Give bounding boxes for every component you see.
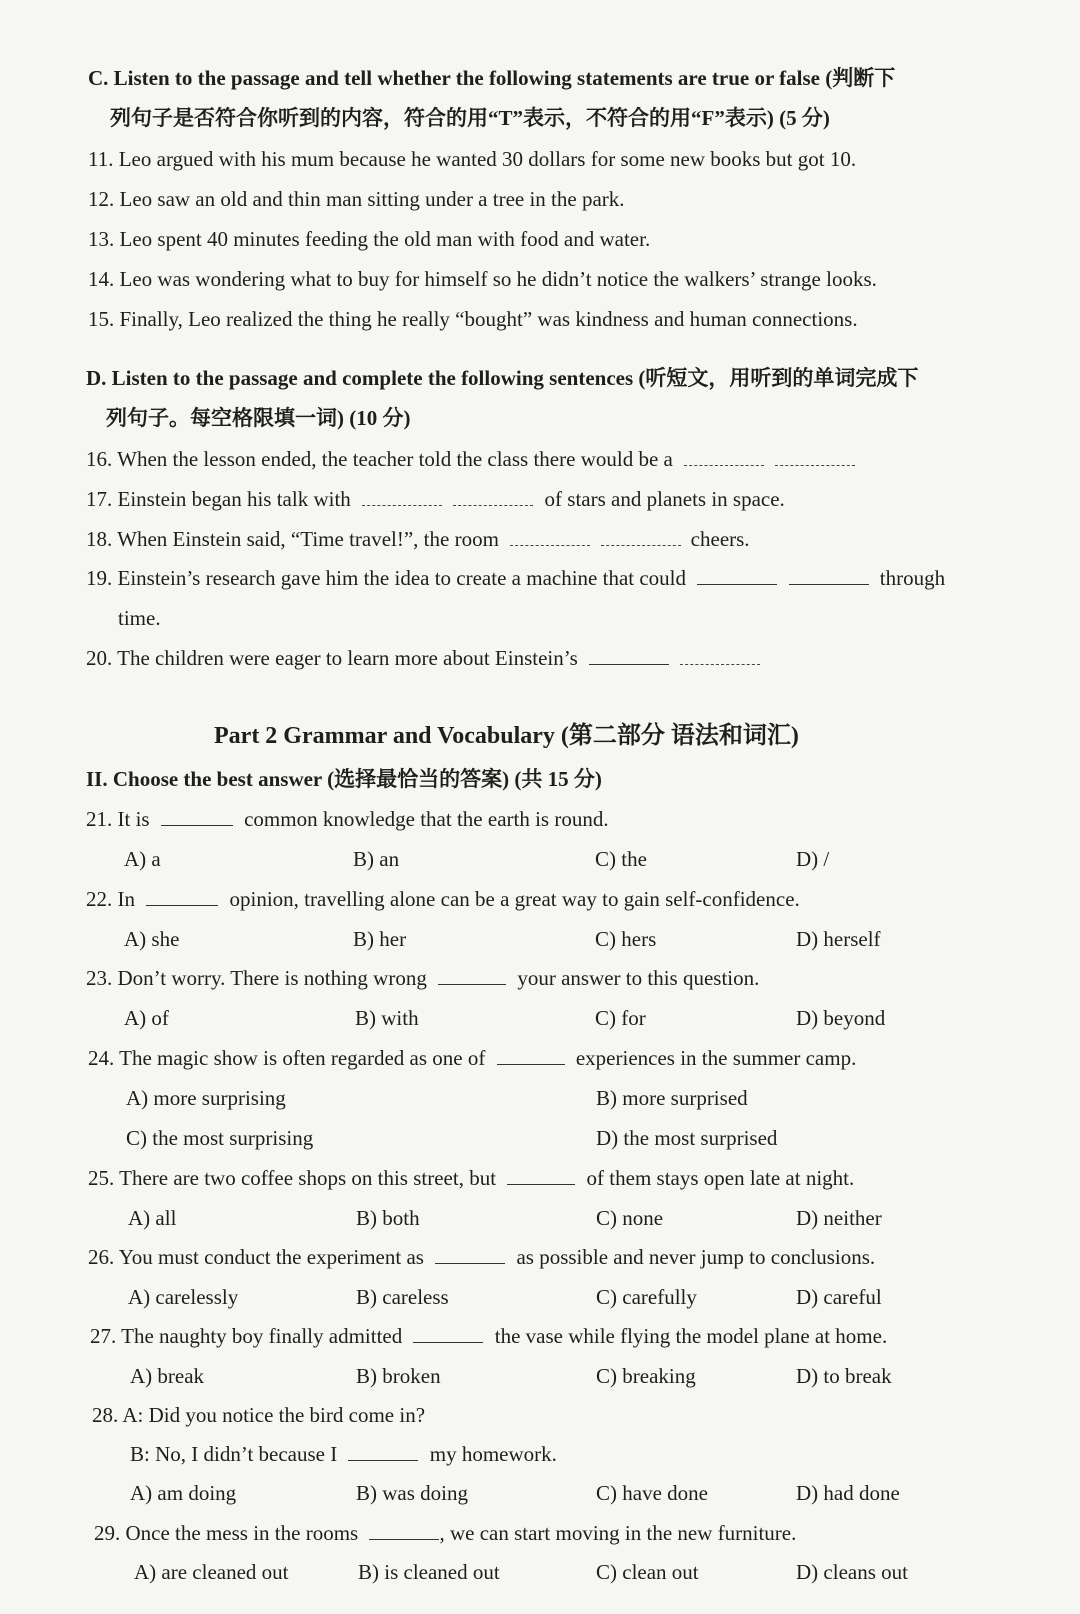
question-24 (88, 1044, 856, 1072)
option-a[interactable]: A) break (130, 1364, 205, 1388)
question-stem: 22. In (86, 887, 135, 911)
answer-blank[interactable] (507, 1166, 575, 1185)
option-c[interactable]: C) breaking (596, 1364, 696, 1388)
answer-blank[interactable] (435, 1245, 505, 1264)
option-b[interactable]: B) is cleaned out (358, 1560, 500, 1584)
question-stem: my homework. (429, 1442, 557, 1466)
question-17-text-b: of stars and planets in space. (544, 487, 785, 511)
answer-blank[interactable] (362, 487, 442, 506)
option-d[interactable]: D) neither (796, 1206, 882, 1230)
question-17 (86, 485, 785, 513)
question-23 (86, 964, 759, 992)
question-stem: common knowledge that the earth is round. (244, 807, 609, 831)
question-stem: 23. Don’t worry. There is nothing wrong (86, 966, 427, 990)
question-17-text-a: 17. Einstein began his talk with (86, 487, 351, 511)
option-d[interactable]: D) cleans out (796, 1560, 908, 1584)
option-c[interactable]: C) for (595, 1006, 646, 1030)
question-18 (86, 525, 750, 553)
option-a[interactable]: A) am doing (130, 1481, 237, 1505)
option-c[interactable]: C) hers (595, 927, 657, 951)
question-13: 13. Leo spent 40 minutes feeding the old man with food and water. (88, 227, 651, 251)
option-d[interactable]: D) / (796, 847, 830, 871)
question-20 (86, 644, 760, 672)
option-c[interactable]: C) the (595, 847, 647, 871)
question-22 (86, 885, 800, 913)
question-28: 28. A: Did you notice the bird come in? (92, 1403, 426, 1427)
option-d[interactable]: D) careful (796, 1285, 882, 1309)
question-stem: experiences in the summer camp. (575, 1046, 857, 1070)
question-stem: 27. The naughty boy finally admitted (90, 1324, 403, 1348)
question-18-text-b: cheers. (690, 527, 750, 551)
question-14: 14. Leo was wondering what to buy for himself so he didn’t notice the walkers’ strange looks. (88, 267, 877, 291)
question-stem: B: No, I didn’t because I (130, 1442, 338, 1466)
answer-blank[interactable] (438, 966, 506, 985)
answer-blank[interactable] (146, 887, 218, 906)
question-16 (86, 445, 855, 473)
question-25 (88, 1164, 854, 1192)
option-b[interactable]: B) her (353, 927, 407, 951)
question-27 (90, 1322, 887, 1350)
question-stem: 26. You must conduct the experiment as (88, 1245, 424, 1269)
part-2-heading: II. Choose the best answer (选择最恰当的答案) (共 15 分) (86, 767, 602, 791)
section-d-heading-line2: 列句子。每空格限填一词) (10 分) (106, 406, 411, 430)
answer-blank[interactable] (789, 566, 869, 585)
answer-blank[interactable] (589, 646, 669, 665)
answer-blank[interactable] (510, 527, 590, 546)
option-b[interactable]: B) was doing (356, 1481, 468, 1505)
option-b[interactable]: B) an (353, 847, 400, 871)
option-d[interactable]: D) herself (796, 927, 881, 951)
question-stem: of them stays open late at night. (586, 1166, 855, 1190)
option-c[interactable]: C) the most surprising (126, 1126, 314, 1150)
answer-blank[interactable] (680, 646, 760, 665)
question-stem: opinion, travelling alone can be a great way to gain self-confidence. (229, 887, 800, 911)
question-11: 11. Leo argued with his mum because he wanted 30 dollars for some new books but got 10. (88, 147, 857, 171)
option-d[interactable]: D) the most surprised (596, 1126, 778, 1150)
option-a[interactable]: A) of (124, 1006, 169, 1030)
question-stem: your answer to this question. (517, 966, 760, 990)
option-a[interactable]: A) a (124, 847, 161, 871)
option-b[interactable]: B) broken (356, 1364, 441, 1388)
answer-blank[interactable] (369, 1521, 439, 1540)
question-stem: 24. The magic show is often regarded as one of (88, 1046, 486, 1070)
question-12: 12. Leo saw an old and thin man sitting under a tree in the park. (88, 187, 625, 211)
option-c[interactable]: C) carefully (596, 1285, 697, 1309)
answer-blank[interactable] (684, 447, 764, 466)
question-stem: the vase while flying the model plane at home. (494, 1324, 888, 1348)
option-c[interactable]: C) clean out (596, 1560, 699, 1584)
option-b[interactable]: B) careless (356, 1285, 449, 1309)
question-19-text-a: 19. Einstein’s research gave him the idea to create a machine that could (86, 566, 687, 590)
part-2-title: Part 2 Grammar and Vocabulary (第二部分 语法和词汇) (214, 723, 799, 749)
question-26 (88, 1243, 875, 1271)
section-d-heading-line1: D. Listen to the passage and complete the following sentences (听短文，用听到的单词完成下 (86, 366, 919, 390)
option-d[interactable]: D) had done (796, 1481, 900, 1505)
answer-blank[interactable] (161, 807, 233, 826)
answer-blank[interactable] (348, 1442, 418, 1461)
option-c[interactable]: C) none (596, 1206, 664, 1230)
option-a[interactable]: A) she (124, 927, 180, 951)
answer-blank[interactable] (775, 447, 855, 466)
question-28-b (130, 1440, 557, 1468)
question-stem: 29. Once the mess in the rooms (94, 1521, 359, 1545)
option-a[interactable]: A) all (128, 1206, 177, 1230)
question-stem: as possible and never jump to conclusions. (516, 1245, 876, 1269)
option-b[interactable]: B) more surprised (596, 1086, 748, 1110)
question-stem: , we can start moving in the new furniture. (439, 1521, 797, 1545)
option-d[interactable]: D) to break (796, 1364, 892, 1388)
answer-blank[interactable] (697, 566, 777, 585)
option-a[interactable]: A) carelessly (128, 1285, 239, 1309)
option-b[interactable]: B) both (356, 1206, 420, 1230)
answer-blank[interactable] (413, 1324, 483, 1343)
question-stem: 21. It is (86, 807, 150, 831)
question-20-text: 20. The children were eager to learn more about Einstein’s (86, 646, 578, 670)
option-c[interactable]: C) have done (596, 1481, 708, 1505)
section-c-heading-line2: 列句子是否符合你听到的内容，符合的用“T”表示，不符合的用“F”表示) (5 分) (110, 106, 830, 130)
question-19-continued: time. (118, 606, 161, 630)
question-stem: 25. There are two coffee shops on this street, but (88, 1166, 497, 1190)
option-b[interactable]: B) with (355, 1006, 419, 1030)
question-18-text-a: 18. When Einstein said, “Time travel!”, the room (86, 527, 499, 551)
question-19 (86, 564, 945, 592)
question-16-text: 16. When the lesson ended, the teacher told the class there would be a (86, 447, 673, 471)
question-19-text-b: through (879, 566, 946, 590)
option-a[interactable]: A) more surprising (126, 1086, 286, 1110)
option-a[interactable]: A) are cleaned out (134, 1560, 289, 1584)
option-d[interactable]: D) beyond (796, 1006, 886, 1030)
question-21 (86, 805, 609, 833)
answer-blank[interactable] (497, 1046, 565, 1065)
question-15: 15. Finally, Leo realized the thing he really “bought” was kindness and human connections. (88, 307, 858, 331)
section-c-heading-line1: C. Listen to the passage and tell whether the following statements are true or false (判断下 (88, 66, 896, 90)
answer-blank[interactable] (453, 487, 533, 506)
answer-blank[interactable] (601, 527, 681, 546)
question-29 (94, 1519, 796, 1547)
